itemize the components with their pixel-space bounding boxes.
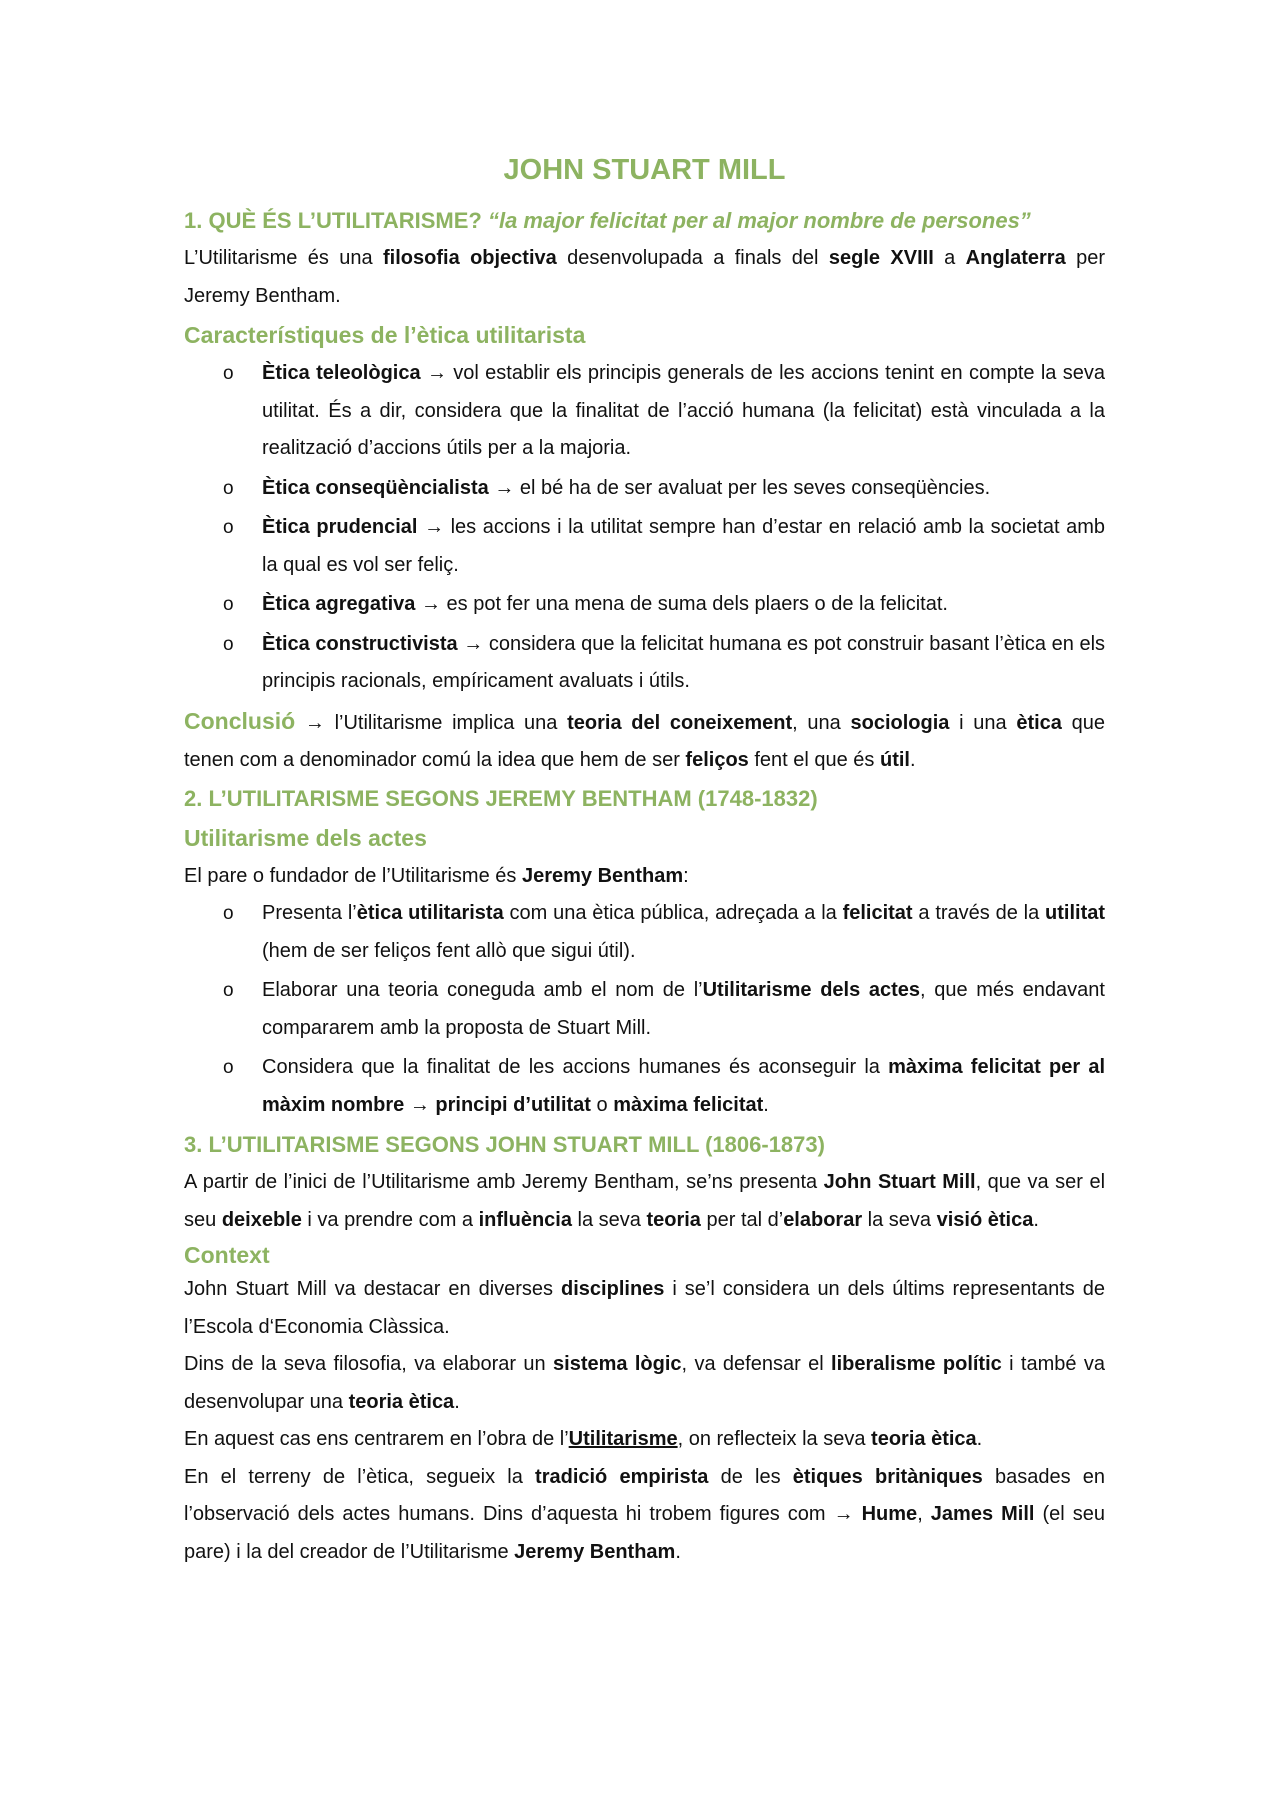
text: Elaborar una teoria coneguda amb el nom de l’ — [262, 979, 703, 1001]
bold-text: tradició empirista — [535, 1465, 709, 1488]
text: o — [590, 1093, 614, 1116]
context-paragraph-2 — [184, 1346, 1105, 1421]
conclusion-label: Conclusió — [184, 707, 296, 734]
arrow-icon: → — [463, 632, 484, 655]
text: i se’l considera un dels últims representants de l’Escola d‘Economia Clàssica. — [184, 1278, 1106, 1338]
list-item — [223, 509, 1106, 584]
text: a — [933, 247, 966, 269]
bold-text: deixeble — [221, 1208, 302, 1231]
text: El pare o fundador de l’Utilitarisme és — [184, 864, 522, 887]
text: , on reflecteix la seva — [677, 1428, 872, 1450]
list-item — [223, 355, 1105, 468]
arrow-icon: → — [424, 516, 445, 538]
bold-text: visió ètica — [936, 1208, 1034, 1231]
text: . — [763, 1093, 769, 1116]
bullet-marker: o — [223, 477, 234, 499]
context-paragraph-1 — [184, 1271, 1105, 1346]
text: i va prendre com a — [301, 1208, 479, 1231]
arrow-icon: → — [426, 362, 447, 384]
bold-text: ètica utilitarista — [356, 902, 504, 924]
section-1-subheading: Característiques de l’ètica utilitarista — [184, 322, 586, 348]
bullet-marker: o — [223, 363, 234, 384]
bentham-list — [184, 895, 1105, 1124]
arrow-icon: → — [304, 711, 325, 734]
item-term: Ètica conseqüèncialista — [262, 476, 489, 499]
text: En el terreny de l’ètica, segueix la — [184, 1465, 536, 1488]
section-3-intro — [184, 1164, 1105, 1239]
text: . — [454, 1390, 460, 1413]
section-1-quote: “la major felicitat per al major nombre de persones” — [487, 208, 1031, 233]
bold-text: felicitat — [842, 902, 913, 924]
bold-text: Utilitarisme dels actes — [702, 979, 921, 1001]
text: , una — [792, 711, 851, 734]
list-item — [223, 972, 1105, 1047]
bold-text: Jeremy Bentham — [514, 1540, 676, 1563]
text: , va defensar el — [681, 1353, 832, 1375]
section-1-heading-text: 1. QUÈ ÉS L’UTILITARISME? — [184, 208, 482, 233]
text: fent el que és — [748, 749, 880, 771]
section-2-subheading: Utilitarisme dels actes — [184, 824, 427, 851]
bullet-marker: o — [223, 980, 234, 1001]
text: . — [1033, 1208, 1039, 1231]
bullet-marker: o — [223, 517, 234, 538]
bold-text: James Mill — [930, 1503, 1035, 1525]
item-text: el bé ha de ser avaluat per les seves conseqüències. — [514, 476, 991, 499]
section-1-heading — [184, 202, 1105, 240]
text: Considera que la finalitat de les accions humanes és aconseguir la — [262, 1056, 889, 1078]
bold-text: feliços — [685, 749, 749, 771]
context-heading: Context — [184, 1242, 270, 1268]
item-text: vol establir els principis generals de les accions tenint en compte la seva utilitat. És a dir, considera que la finalitat de l’acció humana (la felicitat) està vinculada a la realització d’accions útils per a la majoria. — [262, 362, 1105, 459]
list-item — [223, 586, 1105, 624]
text: . — [976, 1428, 983, 1450]
text: per tal d’ — [700, 1208, 784, 1231]
text: John Stuart Mill va destacar en diverses — [184, 1278, 562, 1300]
item-term: Ètica teleològica — [262, 362, 421, 384]
text: i una — [949, 711, 1017, 734]
text: l’Utilitarisme implica una — [324, 711, 568, 734]
bullet-marker: o — [223, 594, 234, 615]
work-title: Utilitarisme — [568, 1428, 678, 1450]
bold-text: útil — [879, 749, 910, 771]
text: desenvolupada a finals del — [556, 247, 829, 269]
bullet-marker: o — [223, 1057, 234, 1078]
bold-text: utilitat — [1045, 902, 1106, 924]
bold-text: Hume — [861, 1503, 918, 1525]
text: Dins de la seva filosofia, va elaborar un — [184, 1353, 554, 1375]
bold-text: teoria — [646, 1208, 701, 1231]
section-1-intro — [184, 240, 1105, 315]
bold-text: sistema lògic — [553, 1353, 682, 1375]
text: . — [675, 1540, 681, 1563]
bold-text: elaborar — [783, 1208, 863, 1231]
bold-text: teoria ètica — [871, 1428, 977, 1450]
bold-text: liberalisme polític — [831, 1353, 1002, 1375]
text — [854, 1503, 862, 1525]
list-item — [223, 1049, 1106, 1124]
bold-text: filosofia objectiva — [383, 247, 557, 269]
text: En aquest cas ens centrarem en l’obra de l’ — [184, 1428, 569, 1450]
arrow-icon: → — [494, 476, 515, 499]
text: de les — [708, 1465, 793, 1488]
text: , — [917, 1503, 931, 1525]
context-paragraph-3 — [184, 1421, 1105, 1459]
item-term: Ètica agregativa — [262, 593, 416, 615]
item-text: les accions i la utilitat sempre han d’estar en relació amb la societat amb la qual es vol ser feliç. — [262, 516, 1106, 576]
text: . — [909, 749, 916, 771]
bold-text: principi d’utilitat — [435, 1093, 591, 1116]
text: Presenta l’ — [262, 902, 357, 924]
list-item — [223, 626, 1106, 701]
list-item — [223, 895, 1106, 970]
text: L’Utilitarisme és una — [184, 247, 384, 269]
bold-text: ètica — [1016, 711, 1062, 734]
bold-text: Anglaterra — [965, 247, 1066, 269]
arrow-icon: → — [833, 1503, 854, 1525]
text: com una ètica pública, adreçada a la — [503, 902, 843, 924]
text: a través de la — [912, 902, 1046, 924]
characteristics-list — [184, 355, 1105, 701]
section-2-intro — [184, 858, 1105, 896]
section-3-heading: 3. L’UTILITARISME SEGONS JOHN STUART MILL (1806-1873) — [184, 1132, 825, 1157]
text: la seva — [862, 1208, 937, 1231]
item-text: es pot fer una mena de suma dels plaers o de la felicitat. — [440, 593, 948, 615]
bold-text: John Stuart Mill — [823, 1171, 976, 1193]
text: A partir de l’inici de l’Utilitarisme amb Jeremy Bentham, se’ns presenta — [184, 1171, 824, 1193]
section-2-heading: 2. L’UTILITARISME SEGONS JEREMY BENTHAM (1748-1832) — [184, 785, 818, 811]
list-item — [223, 470, 1105, 508]
bold-text: Jeremy Bentham — [521, 864, 684, 887]
bold-text: teoria del coneixement — [567, 711, 793, 734]
text: que tenen com a denominador comú la idea que hem de ser — [184, 711, 1106, 771]
text: : — [683, 864, 689, 887]
item-term: Ètica prudencial — [262, 516, 418, 538]
bullet-marker: o — [223, 903, 234, 924]
conclusion-paragraph — [184, 703, 1105, 780]
bold-text: disciplines — [561, 1278, 665, 1300]
bold-text: màxima felicitat — [613, 1093, 764, 1116]
bold-text: teoria ètica — [348, 1390, 455, 1413]
text: i també va desenvolupar una — [184, 1353, 1105, 1413]
text: , que més endavant compararem amb la proposta de Stuart Mill. — [262, 979, 1105, 1039]
bold-text: sociologia — [850, 711, 950, 734]
arrow-icon: → — [409, 1093, 430, 1116]
text: per Jeremy Bentham. — [184, 247, 1105, 307]
text: la seva — [571, 1208, 647, 1231]
bullet-marker: o — [223, 633, 234, 655]
bold-text: màxima felicitat per al màxim nombre — [262, 1056, 1106, 1116]
text: (el seu pare) i la del creador de l’Utilitarisme — [184, 1503, 1106, 1563]
bold-text: influència — [478, 1208, 572, 1231]
text: basades en l’observació dels actes humans. Dins d’aquesta hi trobem figures com — [184, 1465, 1106, 1525]
text: (hem de ser feliços fent allò que sigui útil). — [262, 939, 636, 962]
context-paragraph-4 — [184, 1459, 1105, 1572]
item-text: considera que la felicitat humana es pot construir basant l’ètica en els principis racionals, empíricament avaluats i útils. — [262, 632, 1106, 692]
text: , que va ser el seu — [184, 1171, 1106, 1231]
item-term: Ètica constructivista — [262, 632, 458, 655]
bold-text: ètiques britàniques — [792, 1465, 983, 1488]
arrow-icon: → — [420, 593, 441, 615]
bold-text: segle XVIII — [828, 247, 934, 269]
document-title: JOHN STUART MILL — [503, 154, 786, 186]
